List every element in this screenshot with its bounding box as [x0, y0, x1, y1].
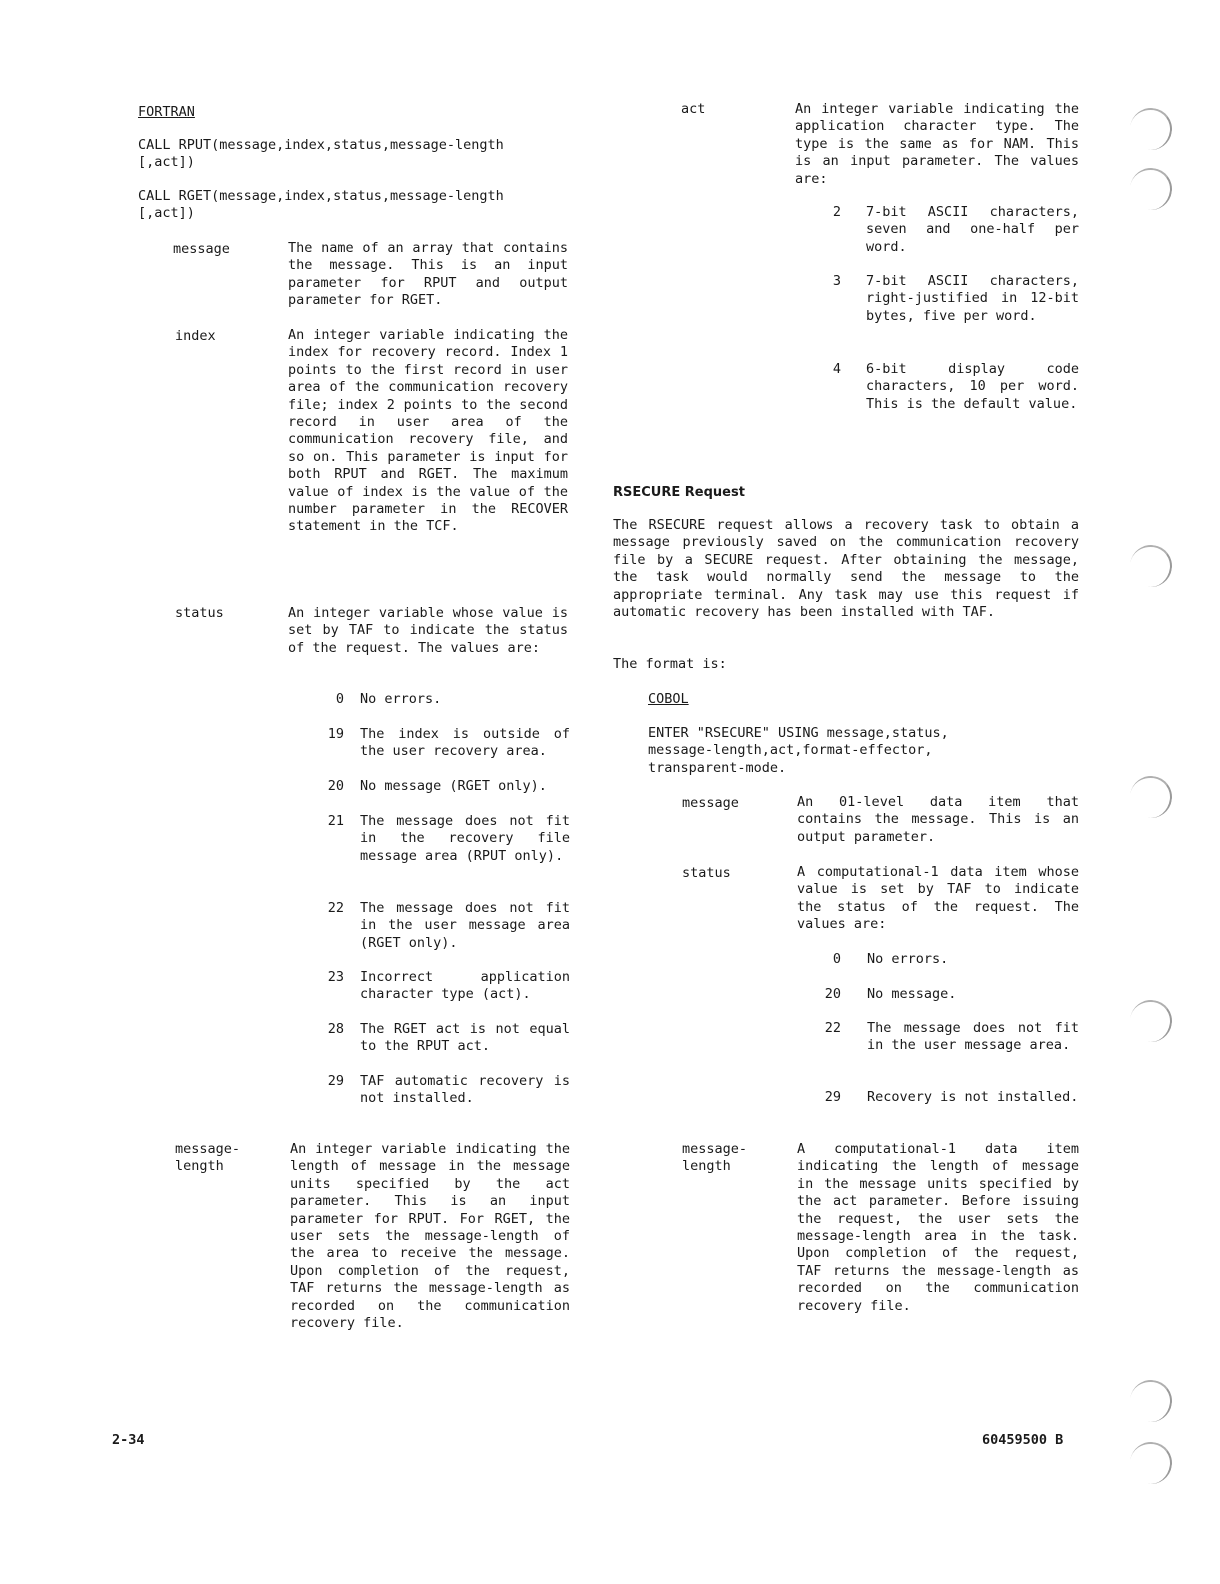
status-code-text: No errors. — [360, 691, 442, 707]
param-message-length-term: message- length — [175, 1141, 241, 1175]
status-code-text: Recovery is not installed. — [867, 1089, 1079, 1105]
param-message-term: message — [173, 241, 230, 257]
fortran-heading: FORTRAN — [138, 104, 195, 120]
page-number: 2-34 — [112, 1432, 145, 1448]
param-status-term: status — [682, 865, 731, 881]
param-index-desc: An integer variable indicating the index for recovery record. Index 1 points to the first record in user area of the communication recovery file; index 2 points to the second record in user area of the communication recovery file, and so on. This parameter is input for both RPUT and RGET. The maximum value of index is the value of the number parameter in the RECOVER statement in the TCF. — [288, 327, 568, 535]
status-code-text: The message does not fit in the user message area (RGET only). — [360, 900, 570, 951]
param-message-length-desc: An integer variable indicating the length of message in the message units specified by the act parameter. This is an input parameter for RPUT. For RGET, the user sets the message-length of the area to receive the message. Upon completion of the request, TAF returns the message-length as recorded on the communication recovery file. — [290, 1141, 570, 1332]
param-message-term: message — [682, 795, 739, 811]
param-message-length-term: message- length — [682, 1141, 748, 1175]
status-code: 22 — [327, 900, 344, 916]
binder-ring-icon — [1127, 1439, 1174, 1486]
param-act-term: act — [681, 101, 706, 117]
status-code: 22 — [824, 1020, 841, 1036]
status-code: 19 — [327, 726, 344, 742]
param-message-desc: The name of an array that contains the message. This is an input parameter for RPUT and output parameter for RGET. — [288, 240, 568, 309]
param-status-term: status — [175, 605, 224, 621]
format-is-label: The format is: — [613, 656, 727, 672]
act-code: 3 — [832, 273, 841, 289]
binder-ring-icon — [1127, 773, 1174, 820]
status-code-text: The index is outside of the user recovery area. — [360, 726, 570, 760]
status-code: 29 — [327, 1073, 344, 1089]
status-code-text: The message does not fit in the user message area. — [867, 1020, 1079, 1054]
act-code-text: 6-bit display code characters, 10 per word. This is the default value. — [866, 361, 1079, 412]
rsecure-paragraph: The RSECURE request allows a recovery task to obtain a message previously saved on the communication recovery file by a SECURE request. After obtaining the message, the task would normally send the message to the appropriate terminal. Any task may use this request if automatic recovery has been installed with TAF. — [613, 517, 1079, 621]
status-code: 21 — [327, 813, 344, 829]
status-code-text: TAF automatic recovery is not installed. — [360, 1073, 570, 1107]
document-number: 60459500 B — [982, 1432, 1064, 1448]
param-message-length-desc: A computational-1 data item indicating the length of message in the message units specified by the act parameter. Before issuing the request, the user sets the message-length area in the task. Upon completion of the request, TAF returns the message-length as recorded on the communication recovery file. — [797, 1141, 1079, 1314]
binder-ring-icon — [1127, 1377, 1174, 1424]
binder-ring-icon — [1127, 165, 1174, 212]
param-index-term: index — [175, 328, 216, 344]
binder-ring-icon — [1127, 105, 1174, 152]
status-code-text: No message. — [867, 986, 957, 1002]
param-status-desc: A computational-1 data item whose value is set by TAF to indicate the status of the request. The values are: — [797, 864, 1079, 933]
call-rget-statement: CALL RGET(message,index,status,message-length [,act]) — [138, 188, 504, 222]
binder-ring-icon — [1127, 997, 1174, 1044]
act-code: 2 — [832, 204, 841, 220]
status-code: 29 — [824, 1089, 841, 1105]
act-code-text: 7-bit ASCII characters, seven and one-half per word. — [866, 204, 1079, 255]
status-code: 0 — [335, 691, 344, 707]
status-code: 23 — [327, 969, 344, 985]
param-act-desc: An integer variable indicating the application character type. The type is the same as for NAM. This is an input parameter. The values are: — [795, 101, 1079, 187]
status-code: 20 — [824, 986, 841, 1002]
status-code-text: The message does not fit in the recovery file message area (RPUT only). — [360, 813, 570, 864]
binder-ring-icon — [1127, 542, 1174, 589]
param-status-desc: An integer variable whose value is set by TAF to indicate the status of the request. The values are: — [288, 605, 568, 656]
call-rput-statement: CALL RPUT(message,index,status,message-length [,act]) — [138, 137, 504, 171]
status-code: 0 — [832, 951, 841, 967]
param-message-desc: An 01-level data item that contains the message. This is an output parameter. — [797, 794, 1079, 845]
status-code: 20 — [327, 778, 344, 794]
status-code-text: The RGET act is not equal to the RPUT act. — [360, 1021, 570, 1055]
status-code-text: No message (RGET only). — [360, 778, 547, 794]
rsecure-heading: RSECURE Request — [613, 485, 745, 500]
act-code-text: 7-bit ASCII characters, right-justified in 12-bit bytes, five per word. — [866, 273, 1079, 324]
status-code-text: Incorrect application character type (act). — [360, 969, 570, 1003]
cobol-heading: COBOL — [648, 691, 689, 707]
status-code-text: No errors. — [867, 951, 949, 967]
enter-rsecure-statement: ENTER "RSECURE" USING message,status, message-length,act,format-effector, transparent-mode. — [648, 725, 949, 776]
act-code: 4 — [832, 361, 841, 377]
status-code: 28 — [327, 1021, 344, 1037]
